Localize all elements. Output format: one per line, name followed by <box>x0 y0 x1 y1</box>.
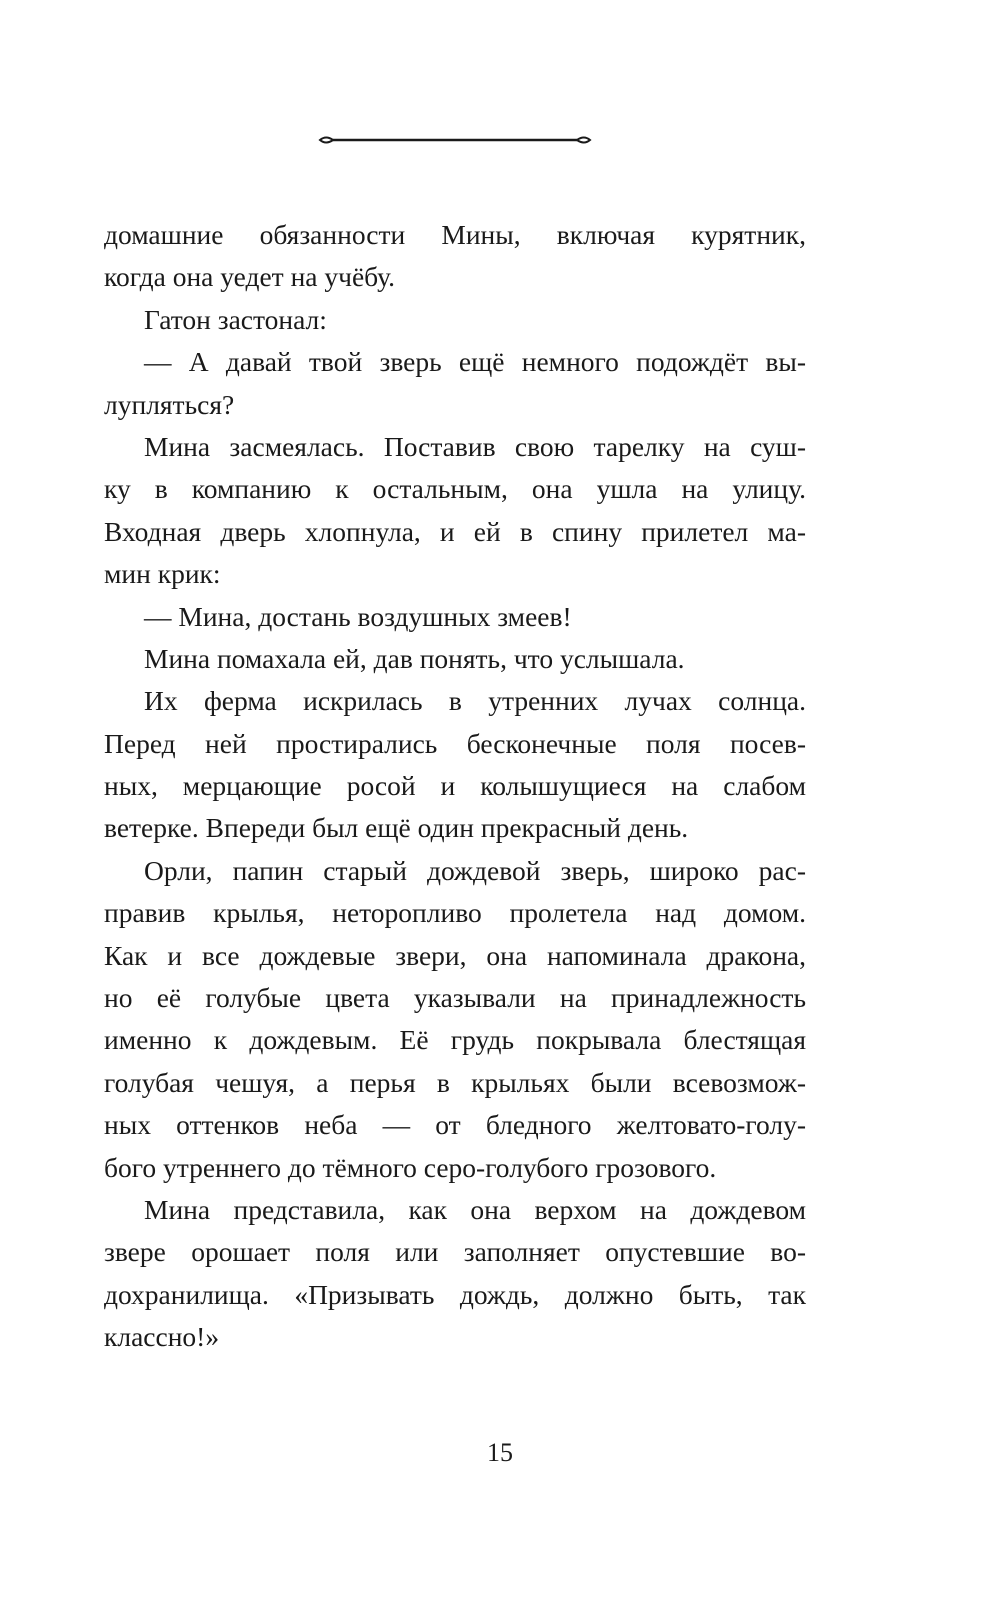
text-line: — А давай твой зверь ещё немного подождёт вы- <box>144 346 806 378</box>
text-line: звере орошает поля или заполняет опустевшие во- <box>104 1236 806 1268</box>
text-line: когда она уедет на учёбу. <box>104 261 395 293</box>
text-line: домашние обязанности Мины, включая курятник, <box>104 219 806 250</box>
body-text <box>104 214 806 1359</box>
text-line: мин крик: <box>104 558 221 590</box>
text-line: бого утреннего до тёмного серо-голубого грозового. <box>104 1151 717 1183</box>
text-line: Орли, папин старый дождевой зверь, широко рас- <box>144 854 806 886</box>
text-line: Перед ней простирались бесконечные поля посев- <box>104 727 806 759</box>
text-line: Как и все дождевые звери, она напоминала дракона, <box>104 939 806 971</box>
text-line: голубая чешуя, а перья в крыльях были всевозмож- <box>104 1066 806 1098</box>
text-line: ных оттенков неба — от бледного желтовато-голу- <box>104 1109 806 1141</box>
page-number: 15 <box>487 1438 513 1467</box>
text-line: лупляться? <box>104 388 235 420</box>
text-line: ветерке. Впереди был ещё один прекрасный день. <box>104 812 689 844</box>
text-line: Мина представила, как она верхом на дождевом <box>144 1193 806 1225</box>
text-line: Мина помахала ей, дав понять, что услышала. <box>144 642 685 674</box>
text-line: Гатон застонал: <box>144 303 327 335</box>
text-line: правив крылья, неторопливо пролетела над домом. <box>104 897 806 929</box>
text-line: Входная дверь хлопнула, и ей в спину прилетел ма- <box>104 515 806 547</box>
text-line: именно к дождевым. Её грудь покрывала блестящая <box>104 1024 806 1056</box>
text-line: ных, мерцающие росой и колышущиеся на слабом <box>104 770 806 802</box>
text-line: — Мина, достань воздушных змеев! <box>144 600 572 632</box>
text-line: Их ферма искрилась в утренних лучах солнца. <box>144 685 806 717</box>
text-line: Мина засмеялась. Поставив свою тарелку на суш- <box>144 430 806 462</box>
text-line: дохранилища. «Призывать дождь, должно быть, так <box>104 1278 806 1310</box>
text-line: но её голубые цвета указывали на принадлежность <box>104 982 806 1014</box>
text-line: классно!» <box>104 1321 220 1353</box>
text-line: ку в компанию к остальным, она ушла на улицу. <box>104 473 806 505</box>
decorative-rule-ornament <box>318 132 592 148</box>
